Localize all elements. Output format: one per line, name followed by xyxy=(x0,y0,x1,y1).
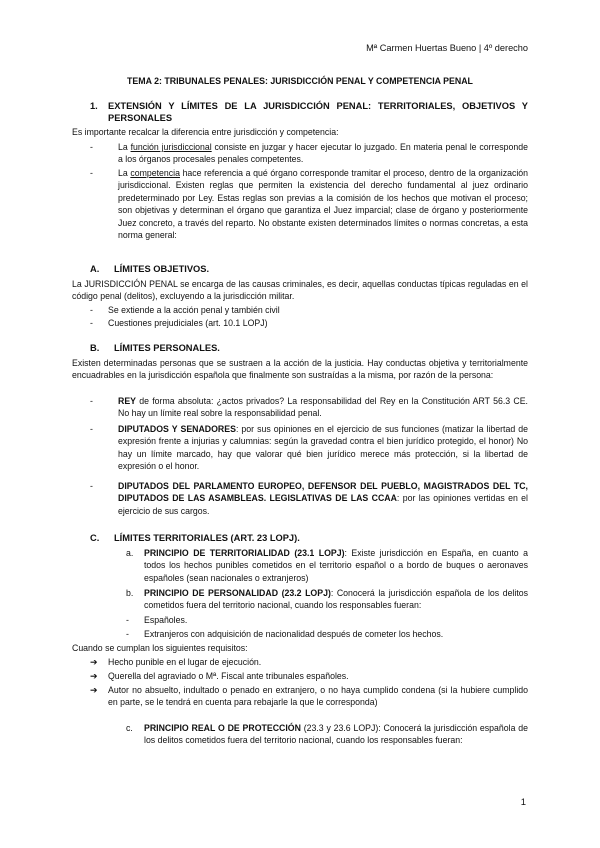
principle-item xyxy=(126,587,528,612)
bullet-text: Se extiende a la acción penal y también civil xyxy=(108,305,280,315)
principle-text: PRINCIPIO DE PERSONALIDAD (23.2 LOPJ): Conocerá la jurisdicción española de los delitos cometidos fuera del territorio nacional, cuando los responsables fueran: xyxy=(144,588,528,611)
principle-text: PRINCIPIO REAL O DE PROTECCIÓN (23.3 y 23.6 LOPJ): Conocerá la jurisdicción española de los delitos cometidos fuera del territorio nacional, cuando los responsables fueran: xyxy=(144,723,528,746)
arrow-icon: ➔ xyxy=(90,685,98,695)
arrow-icon: ➔ xyxy=(90,671,98,681)
bullet-mark: - xyxy=(90,424,93,434)
list-item xyxy=(90,167,528,241)
bullet-mark: - xyxy=(90,305,93,315)
principle-item xyxy=(126,547,528,584)
subsection-a-heading xyxy=(90,264,528,274)
subsection-letter: A. xyxy=(90,264,100,274)
list-item xyxy=(90,141,528,166)
bullet-text: Españoles. xyxy=(144,615,188,625)
bullet-text: La competencia hace referencia a qué órgano corresponde tramitar el proceso, dentro de la organización jurisdiccional. Existen reglas que permiten la existencia del derecho fundamental al juez ordinario predeterminado por Ley. Estas reglas son previas a la comisión de los hechos que motivan el proceso; son objetivas y determinan el órgano que garantiza el Juez imparcial; clase de órgano y posteriormente Juez concreto, a través del reparto. No obstante existen determinados límites o normas concretas, a esta norma general: xyxy=(118,168,528,241)
bullet-text: DIPUTADOS DEL PARLAMENTO EUROPEO, DEFENSOR DEL PUEBLO, MAGISTRADOS DEL TC, DIPUTADOS DE LAS ASAMBLEAS. LEGISLATIVAS DE LAS CCAA: por las opiniones vertidas en el ejercicio de sus cargos. xyxy=(118,481,528,516)
subsection-title: LÍMITES OBJETIVOS. xyxy=(114,264,210,274)
principle-text: PRINCIPIO DE TERRITORIALIDAD (23.1 LOPJ): Existe jurisdicción en España, en cuanto a todos los hechos punibles cometidos en el territorio español o a bordo de buques o aeronaves españoles (sean nacionales o extranjeros) xyxy=(144,548,528,583)
bullet-mark: - xyxy=(90,481,93,491)
list-item xyxy=(90,395,528,420)
bullet-mark: - xyxy=(90,168,93,178)
bullet-text: La función jurisdiccional consiste en juzgar y hacer ejecutar lo juzgado. En materia penal le corresponde a los órganos procesales penales competentes. xyxy=(118,142,528,165)
page-number: 1 xyxy=(520,797,526,808)
section-1-heading xyxy=(90,100,528,125)
principle-mark: a. xyxy=(126,548,134,558)
bullet-text: Querella del agraviado o Mª. Fiscal ante tribunales españoles. xyxy=(108,671,349,681)
arrow-icon: ➔ xyxy=(90,657,98,667)
subsection-a-text: La JURISDICCIÓN PENAL se encarga de las causas criminales, es decir, aquellas conductas típicas reguladas en el código penal (delitos), excluyendo a la jurisdicción militar. xyxy=(72,279,528,302)
subsection-letter: B. xyxy=(90,343,100,353)
subsection-b-text: Existen determinadas personas que se sustraen a la acción de la justicia. Hay conductas objetiva y territorialmente encuadrables en la jurisdicción española que finalmente son sustraídas a la misma, por razón de la persona: xyxy=(72,358,528,381)
bullet-text: Autor no absuelto, indultado o penado en extranjero, o no haya cumplido condena (si la hubiere cumplido en parte, se le tendrá en cuenta para rebajarle la que le corresponda) xyxy=(108,685,528,708)
subsection-b-heading xyxy=(90,343,528,353)
bullet-text: REY de forma absoluta: ¿actos privados? La responsabilidad del Rey en la Constitución ART 56.3 CE. No hay un límite real sobre la responsabilidad penal. xyxy=(118,396,528,419)
list-item xyxy=(126,614,528,626)
list-item xyxy=(90,670,528,682)
section-1-number: 1. xyxy=(90,101,98,111)
bullet-mark: - xyxy=(126,615,129,625)
list-item xyxy=(90,656,528,668)
bullet-text: Extranjeros con adquisición de nacionalidad después de cometer los hechos. xyxy=(144,629,444,639)
list-item xyxy=(90,304,528,316)
list-item xyxy=(90,317,528,329)
requisites-intro: Cuando se cumplan los siguientes requisitos: xyxy=(72,643,248,653)
bullet-mark: - xyxy=(90,318,93,328)
bullet-text: DIPUTADOS Y SENADORES: por sus opiniones en el ejercicio de sus funciones (matizar la libertad de expresión frente a injurias y calumnias: según la gravedad contra el bien jurídico protegido, el honor) No hay un límite marcado, hay que valorar qué bien jurídico merece más protección, si la libertad de expresión o el honor. xyxy=(118,424,528,472)
term-underlined: competencia xyxy=(130,168,180,178)
subsection-title: LÍMITES PERSONALES. xyxy=(114,343,220,353)
page-header: Mª Carmen Huertas Bueno | 4º derecho xyxy=(366,43,528,53)
term-underlined: función jurisdiccional xyxy=(130,142,212,152)
bullet-mark: - xyxy=(90,142,93,152)
bullet-mark: - xyxy=(126,629,129,639)
section-1-intro: Es importante recalcar la diferencia entre jurisdicción y competencia: xyxy=(72,127,339,137)
list-item xyxy=(90,423,528,473)
list-item xyxy=(90,684,528,709)
list-item xyxy=(90,480,528,517)
subsection-title: LÍMITES TERRITORIALES (ART. 23 LOPJ). xyxy=(114,533,300,543)
principle-item xyxy=(126,722,528,747)
section-1-title: EXTENSIÓN Y LÍMITES DE LA JURISDICCIÓN PENAL: TERRITORIALES, OBJETIVOS Y PERSONALES xyxy=(108,101,528,124)
bullet-mark: - xyxy=(90,396,93,406)
list-item xyxy=(126,628,528,640)
principle-mark: c. xyxy=(126,723,133,733)
bullet-text: Cuestiones prejudiciales (art. 10.1 LOPJ) xyxy=(108,318,268,328)
subsection-c-heading xyxy=(90,533,528,543)
bullet-text: Hecho punible en el lugar de ejecución. xyxy=(108,657,262,667)
subsection-letter: C. xyxy=(90,533,100,543)
principle-mark: b. xyxy=(126,588,134,598)
document-title: TEMA 2: TRIBUNALES PENALES: JURISDICCIÓN PENAL Y COMPETENCIA PENAL xyxy=(127,76,473,86)
